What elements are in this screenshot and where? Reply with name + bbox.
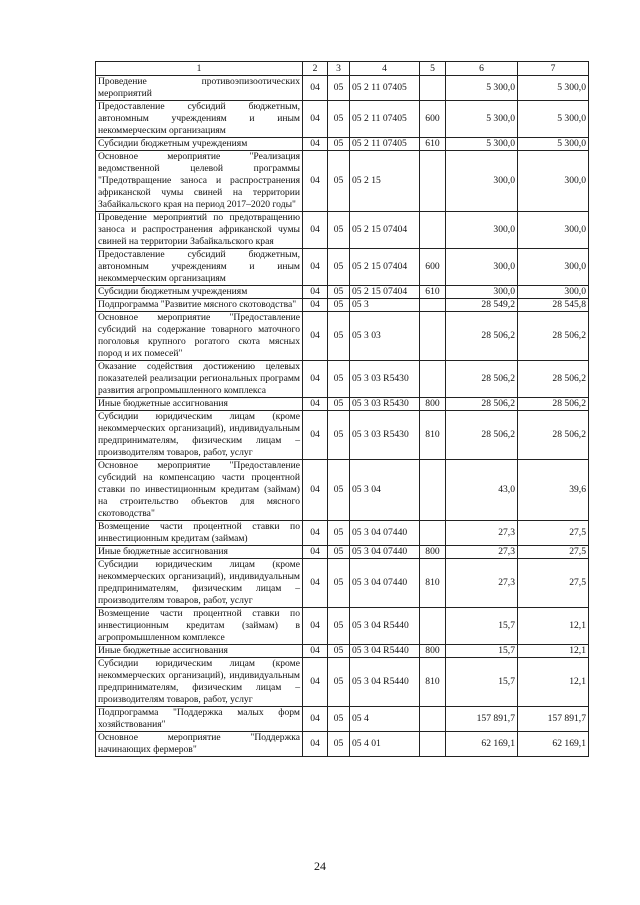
ministry-code-cell: 04: [303, 101, 328, 138]
ministry-code-cell: 04: [303, 299, 328, 312]
section-code-cell: 05: [328, 732, 350, 757]
table-row: [96, 361, 589, 398]
row-name-cell: Проведение противоэпизоотических мероприятий: [96, 76, 303, 101]
table-row: [96, 460, 589, 521]
amount-year2-cell: 12,1: [518, 608, 589, 645]
section-code-cell: 05: [328, 249, 350, 286]
table-row: [96, 138, 589, 151]
section-code-cell: 05: [328, 546, 350, 559]
ministry-code-cell: 04: [303, 286, 328, 299]
section-code-cell: 05: [328, 521, 350, 546]
row-name-cell: Иные бюджетные ассигнования: [96, 546, 303, 559]
row-name-cell: Предоставление субсидий бюджетным, автономным учреждениям и иным некоммерческим организациям: [96, 101, 303, 138]
row-name-cell: Основное мероприятие "Предоставление субсидий на компенсацию части процентной ставки по инвестиционным кредитам (займам) на строительство объектов для мясного скотоводства": [96, 460, 303, 521]
section-code-cell: 05: [328, 286, 350, 299]
amount-year1-cell: 43,0: [446, 460, 518, 521]
section-code-cell: 05: [328, 460, 350, 521]
table-row: [96, 658, 589, 707]
ministry-code-cell: 04: [303, 732, 328, 757]
amount-year2-cell: 5 300,0: [518, 138, 589, 151]
table-header-row: [96, 62, 589, 76]
target-article-cell: 05 3 04 07440: [350, 521, 420, 546]
row-name-cell: Иные бюджетные ассигнования: [96, 645, 303, 658]
ministry-code-cell: 04: [303, 151, 328, 212]
amount-year2-cell: 157 891,7: [518, 707, 589, 732]
expense-type-cell: 810: [420, 411, 446, 460]
table-row: [96, 249, 589, 286]
amount-year1-cell: 5 300,0: [446, 101, 518, 138]
section-code-cell: 05: [328, 411, 350, 460]
section-code-cell: 05: [328, 559, 350, 608]
section-code-cell: 05: [328, 76, 350, 101]
row-name-cell: Основное мероприятие "Поддержка начинающих фермеров": [96, 732, 303, 757]
expense-type-cell: [420, 707, 446, 732]
expense-type-cell: [420, 521, 446, 546]
expense-type-cell: [420, 299, 446, 312]
target-article-cell: 05 3 03 R5430: [350, 361, 420, 398]
column-header: 3: [328, 62, 350, 76]
column-header: 6: [446, 62, 518, 76]
target-article-cell: 05 2 15 07404: [350, 212, 420, 249]
row-name-cell: Субсидии бюджетным учреждениям: [96, 138, 303, 151]
expense-type-cell: 810: [420, 559, 446, 608]
row-name-cell: Предоставление субсидий бюджетным, автономным учреждениям и иным некоммерческим организациям: [96, 249, 303, 286]
amount-year1-cell: 15,7: [446, 608, 518, 645]
amount-year1-cell: 15,7: [446, 645, 518, 658]
column-header: 4: [350, 62, 420, 76]
amount-year2-cell: 27,5: [518, 521, 589, 546]
row-name-cell: Возмещение части процентной ставки по инвестиционным кредитам (займам): [96, 521, 303, 546]
amount-year1-cell: 300,0: [446, 212, 518, 249]
table-row: [96, 546, 589, 559]
target-article-cell: 05 2 15: [350, 151, 420, 212]
amount-year2-cell: 27,5: [518, 546, 589, 559]
table-row: [96, 151, 589, 212]
ministry-code-cell: 04: [303, 559, 328, 608]
row-name-cell: Проведение мероприятий по предотвращению заноса и распространения африканской чумы свиней на территории Забайкальского края: [96, 212, 303, 249]
table-row: [96, 312, 589, 361]
table-row: [96, 559, 589, 608]
amount-year2-cell: 300,0: [518, 286, 589, 299]
row-name-cell: Субсидии бюджетным учреждениям: [96, 286, 303, 299]
target-article-cell: 05 3 03 R5430: [350, 398, 420, 411]
amount-year2-cell: 28 506,2: [518, 312, 589, 361]
amount-year1-cell: 15,7: [446, 658, 518, 707]
ministry-code-cell: 04: [303, 398, 328, 411]
target-article-cell: 05 2 11 07405: [350, 76, 420, 101]
ministry-code-cell: 04: [303, 608, 328, 645]
table-row: [96, 411, 589, 460]
amount-year2-cell: 5 300,0: [518, 76, 589, 101]
table-row: [96, 707, 589, 732]
row-name-cell: Субсидии юридическим лицам (кроме некоммерческих организаций), индивидуальным предпринимателям, физическим лицам – производителям товаров, работ, услуг: [96, 658, 303, 707]
ministry-code-cell: 04: [303, 546, 328, 559]
amount-year2-cell: 300,0: [518, 249, 589, 286]
table-row: [96, 521, 589, 546]
ministry-code-cell: 04: [303, 645, 328, 658]
amount-year1-cell: 28 506,2: [446, 411, 518, 460]
target-article-cell: 05 3 04 R5440: [350, 658, 420, 707]
expense-type-cell: [420, 151, 446, 212]
amount-year2-cell: 300,0: [518, 212, 589, 249]
amount-year1-cell: 5 300,0: [446, 138, 518, 151]
amount-year1-cell: 157 891,7: [446, 707, 518, 732]
amount-year2-cell: 27,5: [518, 559, 589, 608]
amount-year2-cell: 28 506,2: [518, 398, 589, 411]
budget-table: [95, 61, 589, 757]
ministry-code-cell: 04: [303, 460, 328, 521]
amount-year1-cell: 300,0: [446, 151, 518, 212]
table-row: [96, 101, 589, 138]
expense-type-cell: [420, 460, 446, 521]
row-name-cell: Возмещение части процентной ставки по инвестиционным кредитам (займам) в агропромышленном комплексе: [96, 608, 303, 645]
target-article-cell: 05 2 11 07405: [350, 138, 420, 151]
table-row: [96, 76, 589, 101]
ministry-code-cell: 04: [303, 212, 328, 249]
ministry-code-cell: 04: [303, 312, 328, 361]
row-name-cell: Подпрограмма "Поддержка малых форм хозяйствования": [96, 707, 303, 732]
target-article-cell: 05 3 04 R5440: [350, 608, 420, 645]
row-name-cell: Субсидии юридическим лицам (кроме некоммерческих организаций), индивидуальным предпринимателям, физическим лицам – производителям товаров, работ, услуг: [96, 559, 303, 608]
expense-type-cell: 600: [420, 249, 446, 286]
table-row: [96, 645, 589, 658]
section-code-cell: 05: [328, 138, 350, 151]
target-article-cell: 05 3 04 R5440: [350, 645, 420, 658]
amount-year1-cell: 28 506,2: [446, 398, 518, 411]
amount-year2-cell: 62 169,1: [518, 732, 589, 757]
section-code-cell: 05: [328, 645, 350, 658]
ministry-code-cell: 04: [303, 138, 328, 151]
expense-type-cell: [420, 212, 446, 249]
table-row: [96, 732, 589, 757]
target-article-cell: 05 3 03 R5430: [350, 411, 420, 460]
amount-year1-cell: 27,3: [446, 521, 518, 546]
row-name-cell: Оказание содействия достижению целевых показателей реализации региональных программ развития агропромышленного комплекса: [96, 361, 303, 398]
row-name-cell: Основное мероприятие "Предоставление субсидий на содержание товарного маточного поголовья крупного рогатого скота мясных пород и их помесей": [96, 312, 303, 361]
row-name-cell: Субсидии юридическим лицам (кроме некоммерческих организаций), индивидуальным предпринимателям, физическим лицам – производителям товаров, работ, услуг: [96, 411, 303, 460]
target-article-cell: 05 2 11 07405: [350, 101, 420, 138]
amount-year2-cell: 28 545,8: [518, 299, 589, 312]
target-article-cell: 05 4 01: [350, 732, 420, 757]
table-row: [96, 212, 589, 249]
ministry-code-cell: 04: [303, 521, 328, 546]
section-code-cell: 05: [328, 608, 350, 645]
amount-year1-cell: 27,3: [446, 559, 518, 608]
ministry-code-cell: 04: [303, 249, 328, 286]
target-article-cell: 05 3: [350, 299, 420, 312]
section-code-cell: 05: [328, 707, 350, 732]
table-row: [96, 398, 589, 411]
section-code-cell: 05: [328, 658, 350, 707]
expense-type-cell: 600: [420, 101, 446, 138]
table-row: [96, 286, 589, 299]
expense-type-cell: 610: [420, 138, 446, 151]
column-header: 7: [518, 62, 589, 76]
column-header: 2: [303, 62, 328, 76]
expense-type-cell: [420, 732, 446, 757]
expense-type-cell: [420, 361, 446, 398]
amount-year1-cell: 28 549,2: [446, 299, 518, 312]
expense-type-cell: 810: [420, 658, 446, 707]
table-row: [96, 299, 589, 312]
amount-year1-cell: 28 506,2: [446, 312, 518, 361]
row-name-cell: Подпрограмма "Развитие мясного скотоводства": [96, 299, 303, 312]
amount-year1-cell: 27,3: [446, 546, 518, 559]
ministry-code-cell: 04: [303, 411, 328, 460]
target-article-cell: 05 3 04: [350, 460, 420, 521]
table-row: [96, 608, 589, 645]
amount-year1-cell: 28 506,2: [446, 361, 518, 398]
expense-type-cell: 800: [420, 546, 446, 559]
ministry-code-cell: 04: [303, 707, 328, 732]
amount-year2-cell: 12,1: [518, 658, 589, 707]
target-article-cell: 05 2 15 07404: [350, 249, 420, 286]
section-code-cell: 05: [328, 151, 350, 212]
expense-type-cell: [420, 608, 446, 645]
target-article-cell: 05 3 03: [350, 312, 420, 361]
ministry-code-cell: 04: [303, 361, 328, 398]
target-article-cell: 05 3 04 07440: [350, 559, 420, 608]
section-code-cell: 05: [328, 299, 350, 312]
expense-type-cell: 800: [420, 398, 446, 411]
ministry-code-cell: 04: [303, 658, 328, 707]
column-header: 1: [96, 62, 303, 76]
amount-year2-cell: 28 506,2: [518, 411, 589, 460]
ministry-code-cell: 04: [303, 76, 328, 101]
amount-year2-cell: 12,1: [518, 645, 589, 658]
section-code-cell: 05: [328, 312, 350, 361]
expense-type-cell: [420, 312, 446, 361]
amount-year2-cell: 39,6: [518, 460, 589, 521]
row-name-cell: Иные бюджетные ассигнования: [96, 398, 303, 411]
amount-year2-cell: 300,0: [518, 151, 589, 212]
section-code-cell: 05: [328, 212, 350, 249]
section-code-cell: 05: [328, 361, 350, 398]
amount-year1-cell: 5 300,0: [446, 76, 518, 101]
row-name-cell: Основное мероприятие "Реализация ведомственной целевой программы "Предотвращение заноса и распространения африканской чумы свиней на территории Забайкальского края на период 2017–2020 годы": [96, 151, 303, 212]
expense-type-cell: 610: [420, 286, 446, 299]
section-code-cell: 05: [328, 398, 350, 411]
column-header: 5: [420, 62, 446, 76]
target-article-cell: 05 2 15 07404: [350, 286, 420, 299]
target-article-cell: 05 3 04 07440: [350, 546, 420, 559]
amount-year1-cell: 62 169,1: [446, 732, 518, 757]
amount-year1-cell: 300,0: [446, 249, 518, 286]
target-article-cell: 05 4: [350, 707, 420, 732]
expense-type-cell: [420, 76, 446, 101]
page-number: 24: [314, 859, 326, 873]
amount-year1-cell: 300,0: [446, 286, 518, 299]
amount-year2-cell: 5 300,0: [518, 101, 589, 138]
expense-type-cell: 800: [420, 645, 446, 658]
section-code-cell: 05: [328, 101, 350, 138]
amount-year2-cell: 28 506,2: [518, 361, 589, 398]
